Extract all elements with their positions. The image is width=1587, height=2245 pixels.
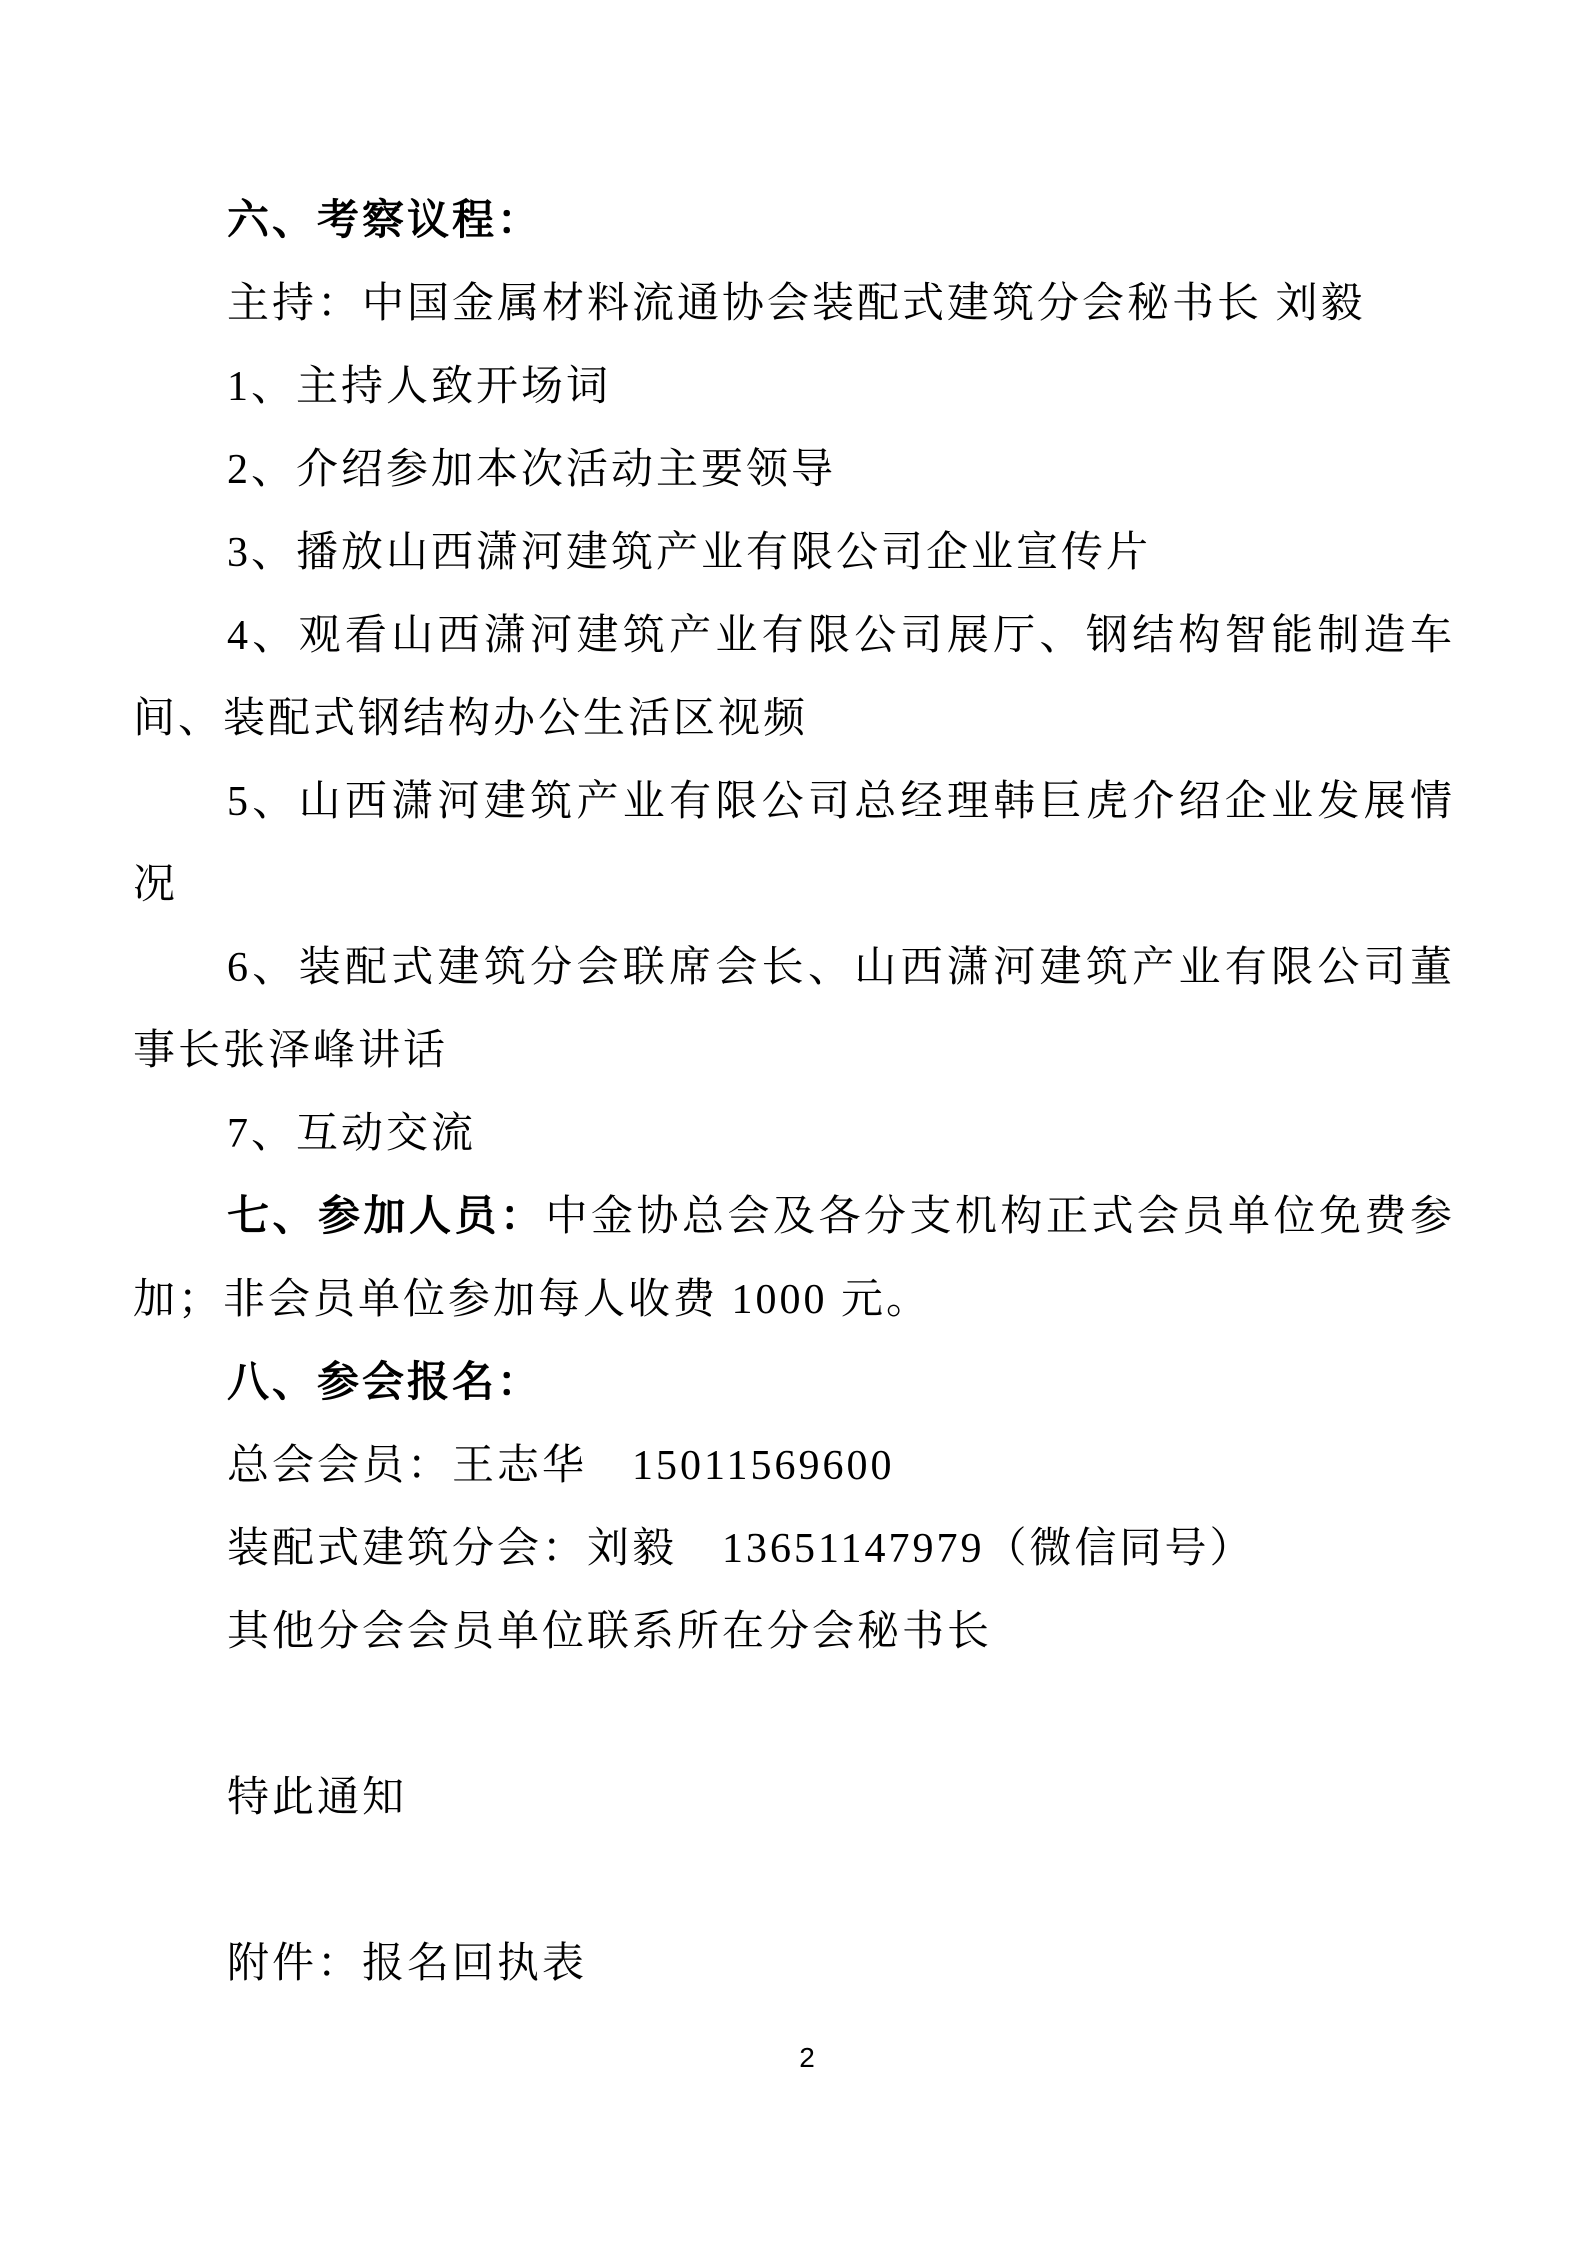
agenda-item-3: 3、播放山西潇河建筑产业有限公司企业宣传片 [227, 530, 1152, 576]
notice-closing: 特此通知 [227, 1775, 408, 1821]
agenda-item-5: 5、山西潇河建筑产业有限公司总经理韩巨虎介绍企业发展情况 [133, 779, 1455, 908]
agenda-item-4: 4、观看山西潇河建筑产业有限公司展厅、钢结构智能制造车间、装配式钢结构办公生活区视频 [133, 613, 1455, 742]
agenda-item-2: 2、介绍参加本次活动主要领导 [227, 447, 837, 493]
contact-prefab-branch: 装配式建筑分会：刘毅 13651147979（微信同号） [227, 1526, 1255, 1572]
contact-other-branches: 其他分会会员单位联系所在分会秘书长 [227, 1609, 993, 1655]
agenda-item-7: 7、互动交流 [227, 1111, 477, 1157]
line-host: 主持：中国金属材料流通协会装配式建筑分会秘书长 刘毅 [227, 281, 1366, 327]
section-heading-participants [133, 1176, 1455, 1342]
agenda-item-1: 1、主持人致开场词 [227, 364, 612, 410]
document-body [133, 180, 1455, 2006]
participants-heading-lead: 七、参加人员： [227, 1194, 546, 1240]
contact-head-office-member: 总会会员：王志华 15011569600 [227, 1443, 895, 1489]
section-heading-inspection-agenda: 六、考察议程： [227, 198, 543, 244]
participants-body-text: 中金协总会及各分支机构正式会员单位免费参加；非会员单位参加每人收费 1000 元。 [133, 1194, 1455, 1323]
section-heading-registration: 八、参会报名： [227, 1360, 543, 1406]
agenda-item-6: 6、装配式建筑分会联席会长、山西潇河建筑产业有限公司董事长张泽峰讲话 [133, 945, 1455, 1074]
page-number: 2 [799, 2042, 815, 2073]
attachment-note: 附件：报名回执表 [227, 1941, 588, 1987]
